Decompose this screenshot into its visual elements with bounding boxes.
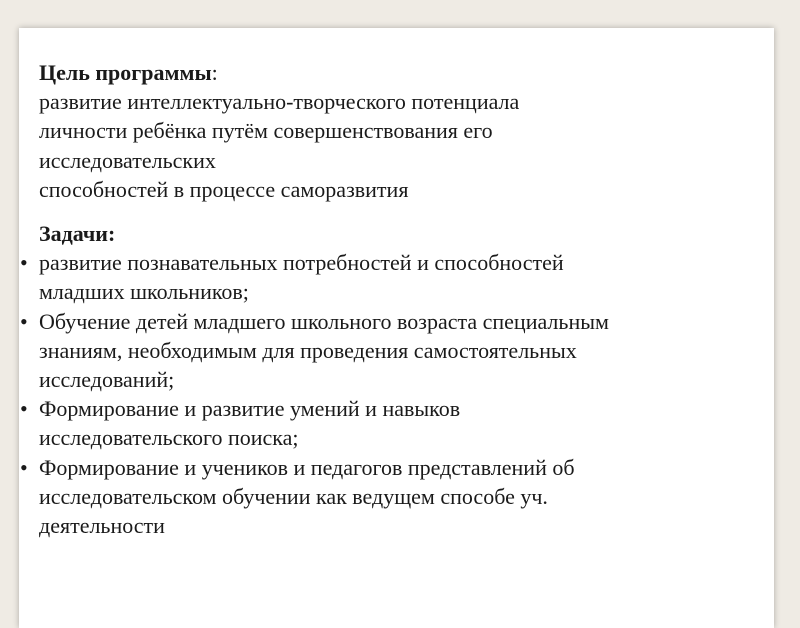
task-text-line: младших школьников; <box>39 279 249 305</box>
slide <box>19 28 774 628</box>
bullet-icon: • <box>20 454 28 480</box>
task-item <box>20 248 774 306</box>
bullet-icon: • <box>20 308 28 334</box>
task-text-line: знаниям, необходимым для проведения самостоятельных <box>39 337 577 363</box>
task-text-line: Обучение детей младшего школьного возраста специальным <box>39 308 609 334</box>
goal-heading-colon: : <box>211 60 218 85</box>
task-item <box>20 394 774 452</box>
goal-text-line: исследовательских <box>39 147 216 173</box>
task-text-line: деятельности <box>39 513 165 539</box>
task-text-line: исследований; <box>39 367 175 393</box>
task-text-line: Формирование и учеников и педагогов представлений об <box>39 454 575 480</box>
goal-heading-line <box>39 58 774 87</box>
bullet-icon: • <box>20 250 28 276</box>
task-item <box>20 307 774 395</box>
task-item <box>20 453 774 541</box>
task-text-line: исследовательского поиска; <box>39 425 299 451</box>
goal-text-line: личности ребёнка путём совершенствования его <box>39 118 493 144</box>
goal-text-line: способностей в процессе саморазвития <box>39 176 409 202</box>
slide-text <box>20 58 774 540</box>
bullet-icon: • <box>20 396 28 422</box>
task-text-line: развитие познавательных потребностей и способностей <box>39 250 564 276</box>
goal-text-line: развитие интеллектуально-творческого потенциала <box>39 89 520 115</box>
task-text-line: исследовательском обучении как ведущем способе уч. <box>39 483 548 509</box>
tasks-heading: Задачи: <box>39 221 116 247</box>
goal-heading: Цель программы <box>39 60 212 85</box>
task-text-line: Формирование и развитие умений и навыков <box>39 396 461 422</box>
